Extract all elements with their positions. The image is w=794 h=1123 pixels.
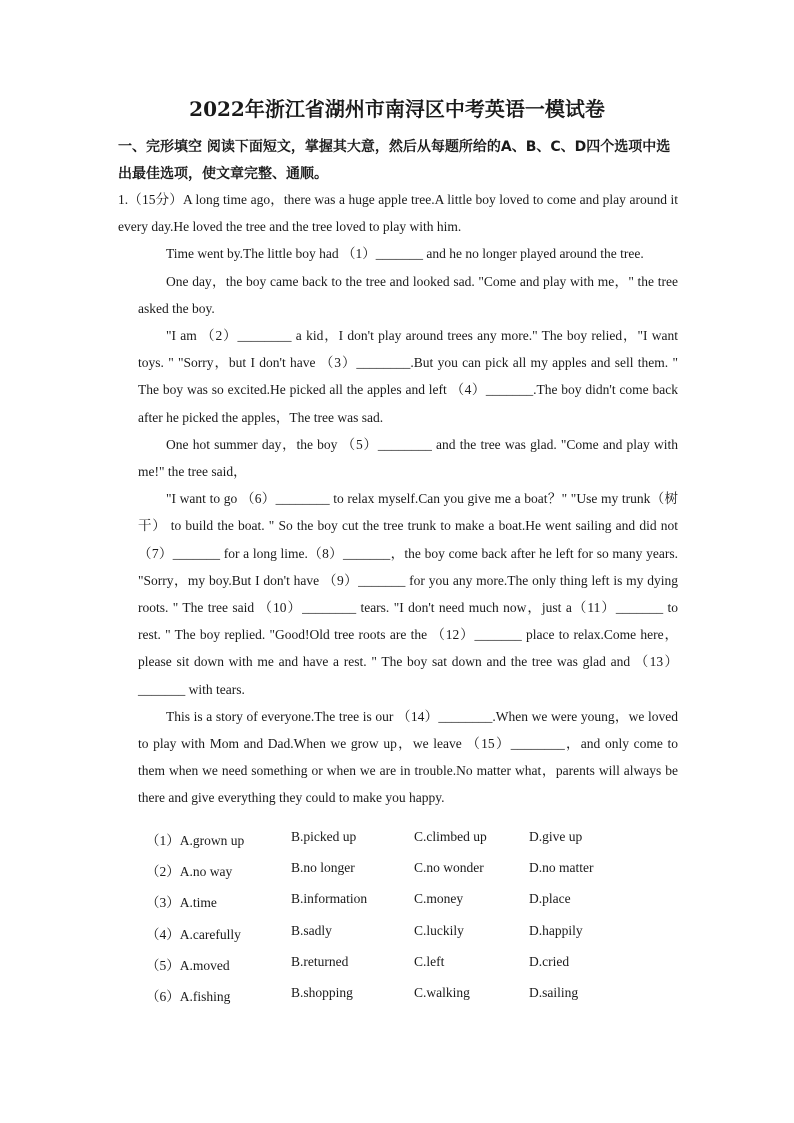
option-b: B.shopping — [291, 984, 353, 1000]
section-heading: 一、完形填空 阅读下面短文，掌握其大意，然后从每题所给的A、B、C、D四个选项中选出最佳选项，使文章完整、通顺。 — [118, 139, 671, 182]
option-a: （1）A.grown up — [146, 833, 245, 848]
option-d: D.cried — [529, 953, 570, 969]
answer-options — [146, 829, 666, 1016]
option-d: D.no matter — [529, 860, 594, 876]
option-c: C.climbed up — [414, 829, 487, 844]
passage-paragraph-3: One day，the boy came back to the tree and looked sad. "Come and play with me，" the tree asked the boy. — [138, 273, 678, 316]
option-b: B.sadly — [291, 922, 332, 938]
option-row-4 — [146, 923, 666, 954]
option-d: D.happily — [529, 922, 583, 938]
option-row-6 — [146, 985, 666, 1016]
option-a: （4）A.carefully — [146, 926, 241, 942]
option-a: （3）A.time — [146, 895, 217, 911]
option-d: D.sailing — [529, 984, 579, 1000]
option-a: （5）A.moved — [146, 957, 230, 973]
passage-paragraph-2: Time went by.The little boy had （1）_______ and he no longer played around the tree. — [166, 246, 644, 262]
option-row-1 — [146, 829, 666, 860]
page-title: 2022年浙江省湖州市南浔区中考英语一模试卷 — [189, 97, 605, 121]
option-c: C.money — [414, 891, 464, 907]
option-c: C.luckily — [414, 922, 464, 938]
passage-paragraph-6: "I want to go （6）________ to relax myself.Can you give me a boat？" "Use my trunk（树干） to build the boat. " So the boy cut the tree trunk to make a boat.He went sailing and did not （7）_______ for a long lime.（8）_______，the boy come back after he left for so many years. "Sorry，my boy.But I don't have （9）_______ for you any more.The only thing left is my dying roots. " The tree said （10）________ tears. "I don't need much now，just a（11）_______ to rest. " The boy replied. "Good!Old tree roots are the （12）_______ place to relax.Come here，please sit down with me and have a rest. " The boy sat down and the tree was glad and （13）_______ with tears. — [138, 491, 678, 697]
passage-paragraph-7: This is a story of everyone.The tree is our （14）________.When we were young，we loved to play with Mom and Dad.When we grow up，we leave （15）________，and only come to them when we need something or when we are in trouble.No matter what，parents will always be there and give everything they could to make you happy. — [138, 708, 678, 806]
option-b: B.returned — [291, 953, 349, 969]
passage-paragraph-5: One hot summer day，the boy （5）________ and the tree was glad. "Come and play with me!" the tree said， — [138, 436, 678, 480]
option-b: B.picked up — [291, 829, 357, 844]
option-c: C.walking — [414, 984, 470, 1000]
passage-paragraph-4: "I am （2）________ a kid，I don't play around trees any more." The boy relied，"I want toys. " "Sorry，but I don't have （3）________.But you can pick all my apples and sell them. " The boy was so excited.He picked all the apples and left （4）_______.The boy didn't come back after he picked the apples，The tree was sad. — [138, 328, 678, 425]
option-b: B.no longer — [291, 860, 355, 876]
passage-paragraph-1: 1.（15分）A long time ago，there was a huge apple tree.A little boy loved to come and play around it every day.He loved the tree and the tree loved to play with him. — [118, 192, 678, 235]
option-a: （2）A.no way — [146, 864, 233, 880]
option-c: C.left — [414, 953, 445, 969]
option-row-5 — [146, 954, 666, 985]
option-d: D.give up — [529, 829, 583, 844]
option-b: B.information — [291, 891, 368, 907]
option-c: C.no wonder — [414, 860, 484, 876]
option-d: D.place — [529, 891, 571, 907]
option-row-3 — [146, 891, 666, 922]
reading-passage — [118, 186, 678, 812]
option-a: （6）A.fishing — [146, 988, 231, 1004]
option-row-2 — [146, 860, 666, 891]
